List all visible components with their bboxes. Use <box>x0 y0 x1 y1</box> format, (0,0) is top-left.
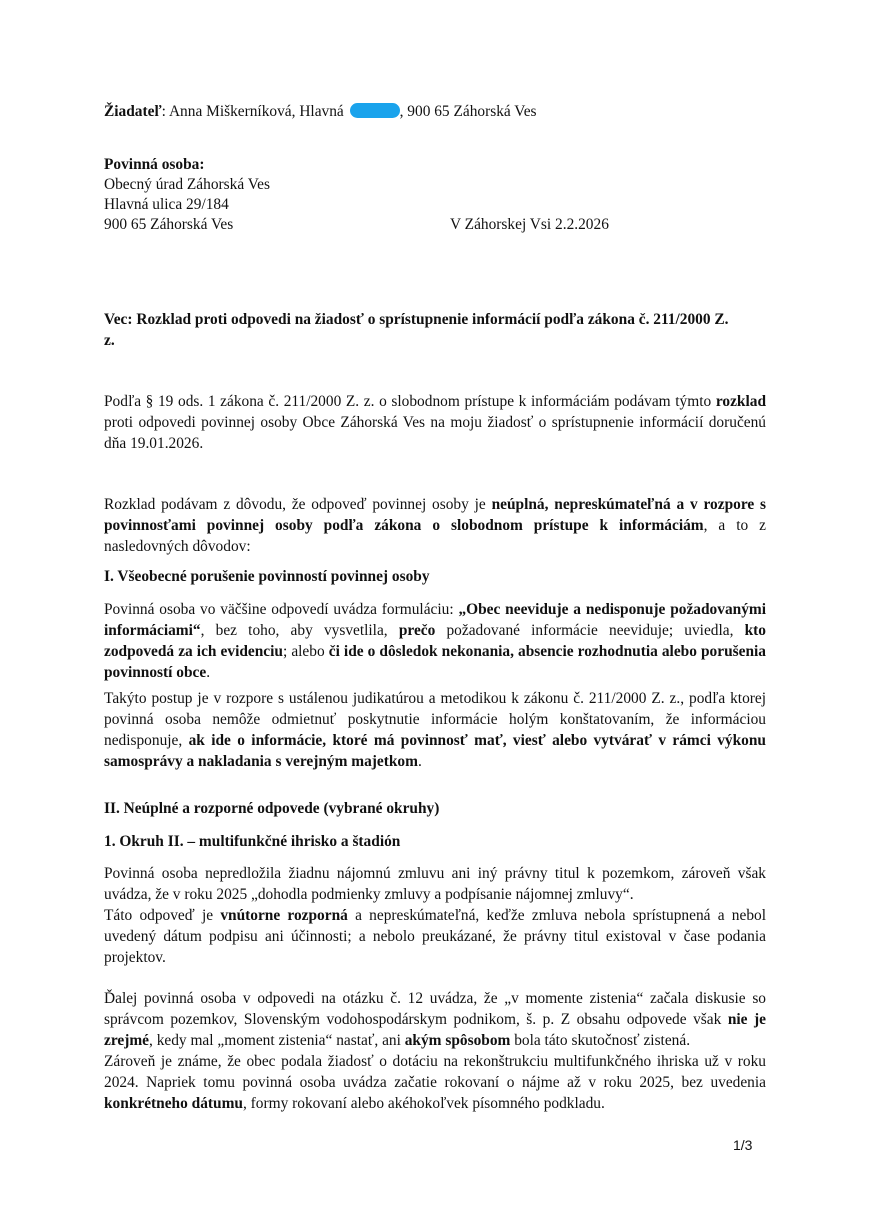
section1-paragraph1: Povinná osoba vo väčšine odpovedí uvádza formuláciu: „Obec neeviduje a nedisponuje požadovanými informáciami“, bez toho, aby vysvetlila, prečo požadované informácie neeviduje; uviedla, kto zodpovedá za ich evidenciu; alebo či ide o dôsledok nekonania, absencie rozhodnutia alebo porušenia povinností obce. <box>104 601 766 681</box>
obligated-person-label: Povinná osoba: <box>104 156 205 173</box>
applicant-line <box>104 102 537 122</box>
page-number: 1/3 <box>733 1137 753 1153</box>
obligated-person-line: 900 65 Záhorská Ves <box>104 216 234 233</box>
applicant-text: : Anna Miškerníková, Hlavná <box>161 103 348 120</box>
applicant-label: Žiadateľ <box>104 103 162 120</box>
subject-heading: Vec: Rozklad proti odpovedi na žiadosť o sprístupnenie informácií podľa zákona č. 211/2000 Z. z. <box>104 311 729 349</box>
redaction-mark <box>350 103 400 118</box>
section2-subheading: 1. Okruh II. – multifunkčné ihrisko a štadión <box>104 833 401 850</box>
intro-paragraph: Podľa § 19 ods. 1 zákona č. 211/2000 Z. z. o slobodnom prístupe k informáciám podávam týmto rozklad proti odpovedi povinnej osoby Obce Záhorská Ves na moju žiadosť o sprístupnenie informácií doručenú dňa 19.01.2026. <box>104 393 766 452</box>
section2-heading: II. Neúplné a rozporné odpovede (vybrané okruhy) <box>104 800 440 817</box>
section2-paragraph1: Povinná osoba nepredložila žiadnu nájomnú zmluvu ani iný právny titul k pozemkom, zároveň však uvádza, že v roku 2025 „dohodla podmienky zmluvy a podpísanie nájomnej zmluvy“. Táto odpoveď je vnútorne rozporná a nepreskúmateľná, keďže zmluva nebola sprístupnená a nebol uvedený dátum podpisu ani účinnosti; a nebolo preukázané, že právny titul existoval v čase podania projektov. <box>104 865 766 966</box>
place-date: V Záhorskej Vsi 2.2.2026 <box>450 216 609 233</box>
section2-paragraph2: Ďalej povinná osoba v odpovedi na otázku č. 12 uvádza, že „v momente zistenia“ začala diskusie so správcom pozemkov, Slovenským vodohospodárskym podnikom, š. p. Z obsahu odpovede však nie je zrejmé, kedy mal „moment zistenia“ nastať, ani akým spôsobom bola táto skutočnosť zistená. Zároveň je známe, že obec podala žiadosť o dotáciu na rekonštrukciu multifunkčného ihriska už v roku 2024. Napriek tomu povinná osoba uvádza začatie rokovaní o nájme až v roku 2025, bez uvedenia konkrétneho dátumu, formy rokovaní alebo akéhokoľvek písomného podkladu. <box>104 990 766 1112</box>
applicant-address: , 900 65 Záhorská Ves <box>399 103 537 120</box>
obligated-person-line: Obecný úrad Záhorská Ves <box>104 176 270 193</box>
section1-heading: I. Všeobecné porušenie povinností povinnej osoby <box>104 568 430 585</box>
reason-paragraph: Rozklad podávam z dôvodu, že odpoveď povinnej osoby je neúplná, nepreskúmateľná a v rozpore s povinnosťami povinnej osoby podľa zákona o slobodnom prístupe k informáciám, a to z nasledovných dôvodov: <box>104 496 767 555</box>
obligated-person-line: Hlavná ulica 29/184 <box>104 196 229 213</box>
section1-paragraph2: Takýto postup je v rozpore s ustálenou judikatúrou a metodikou k zákonu č. 211/2000 Z. z., podľa ktorej povinná osoba nemôže odmietnuť poskytnutie informácie holým konštatovaním, že informáciou nedisponuje, ak ide o informácie, ktoré má povinnosť mať, viesť alebo vytvárať v rámci výkonu samosprávy a nakladania s verejným majetkom. <box>104 690 766 770</box>
